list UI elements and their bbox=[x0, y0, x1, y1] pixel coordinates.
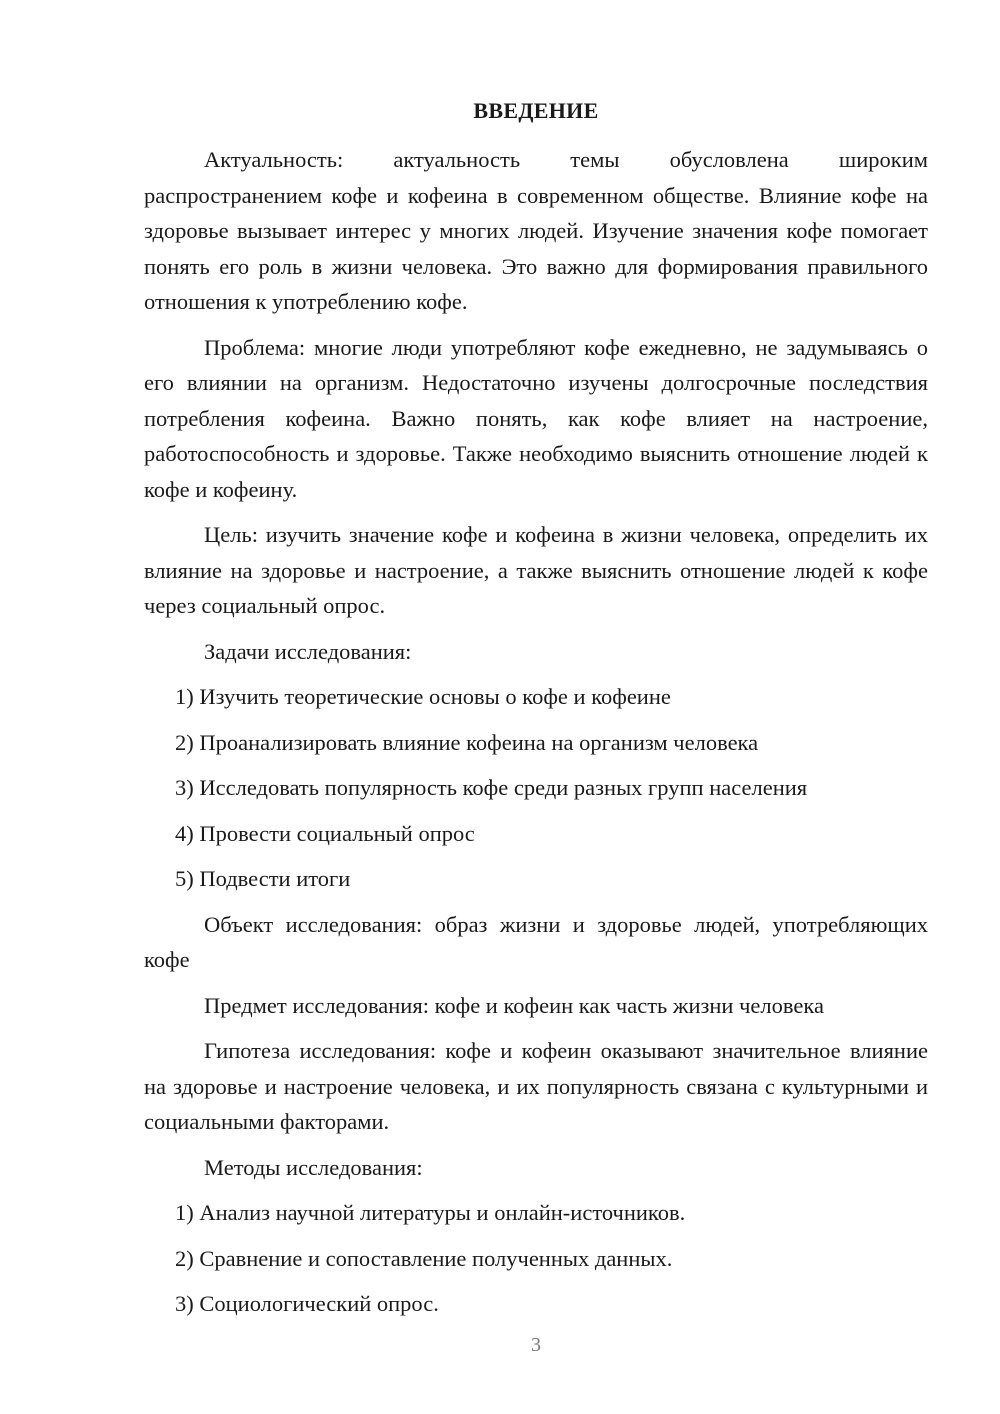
page-title: ВВЕДЕНИЕ bbox=[473, 98, 599, 123]
subject-paragraph: Предмет исследования: кофе и кофеин как часть жизни человека bbox=[204, 992, 824, 1018]
list-item: 3) Исследовать популярность кофе среди разных групп населения bbox=[175, 775, 808, 800]
list-item: 2) Проанализировать влияние кофеина на организм человека bbox=[175, 729, 759, 755]
list-item: 4) Провести социальный опрос bbox=[175, 820, 475, 846]
list-item: 2) Сравнение и сопоставление полученных данных. bbox=[175, 1245, 673, 1271]
document-body bbox=[144, 142, 928, 1332]
methods-list bbox=[144, 1195, 928, 1322]
list-item: 3) Социологический опрос. bbox=[175, 1291, 439, 1316]
goal-paragraph: Цель: изучить значение кофе и кофеина в жизни человека, определить их влияние на здоровье и настроение, а также выяснить отношение людей к кофе через социальный опрос. bbox=[144, 522, 928, 618]
page-number: 3 bbox=[531, 1334, 541, 1356]
list-item: 1) Изучить теоретические основы о кофе и кофеине bbox=[175, 684, 671, 709]
hypothesis-paragraph: Гипотеза исследования: кофе и кофеин оказывают значительное влияние на здоровье и настроение человека, и их популярность связана с культурными и социальными факторами. bbox=[144, 1038, 928, 1134]
methods-label: Методы исследования: bbox=[204, 1154, 423, 1180]
relevance-paragraph: Актуальность: актуальность темы обусловлена широким распространением кофе и кофеина в современном обществе. Влияние кофе на здоровье вызывает интерес у многих людей. Изучение значения кофе помогает понять его роль в жизни человека. Это важно для формирования правильного отношения к употреблению кофе. bbox=[144, 147, 928, 314]
tasks-list bbox=[144, 679, 928, 897]
list-item: 1) Анализ научной литературы и онлайн-источников. bbox=[175, 1200, 686, 1225]
tasks-label: Задачи исследования: bbox=[204, 638, 412, 664]
list-item: 5) Подвести итоги bbox=[175, 866, 351, 891]
object-paragraph: Объект исследования: образ жизни и здоровье людей, употребляющих кофе bbox=[144, 911, 928, 972]
problem-paragraph: Проблема: многие люди употребляют кофе ежедневно, не задумываясь о его влиянии на организм. Недостаточно изучены долгосрочные последствия потребления кофеина. Важно понять, как кофе влияет на настроение, работоспособность и здоровье. Также необходимо выяснить отношение людей к кофе и кофеину. bbox=[144, 334, 928, 502]
